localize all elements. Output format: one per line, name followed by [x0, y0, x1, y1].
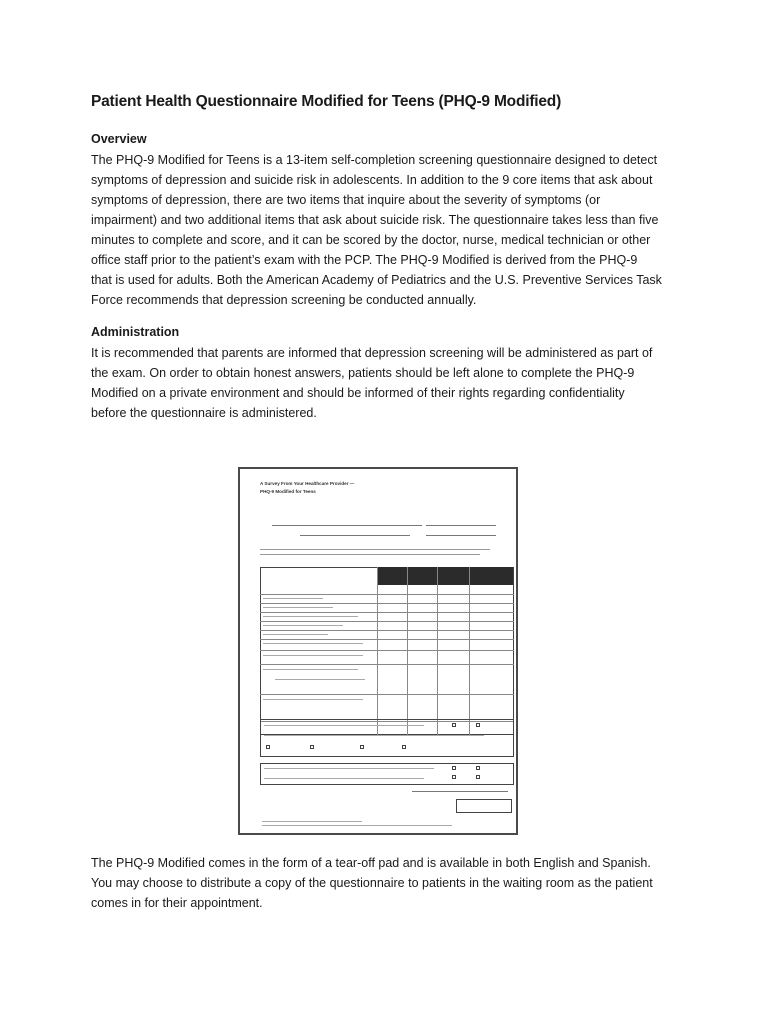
overview-line: symptoms of depression and suicide risk in adolescents. In addition to the 9 core items that ask about [91, 173, 653, 187]
overview-line: The PHQ-9 Modified for Teens is a 13-item self-completion screening questionnaire designed to detect [91, 153, 658, 167]
administration-line: before the questionnaire is administered. [91, 406, 317, 420]
administration-line: the exam. On order to obtain honest answers, patients should be left alone to complete the PHQ-9 [91, 366, 635, 380]
symptom-table [260, 567, 514, 735]
closing-paragraph [91, 853, 689, 913]
column-header [470, 567, 513, 585]
phq9-form-thumbnail [238, 467, 518, 835]
overview-line: minutes to complete and score, and it can be scored by the doctor, nurse, medical technician or other [91, 233, 651, 247]
overview-heading: Overview [91, 132, 147, 146]
thumbnail-title-line2: PHQ-9 Modified for Teens [260, 489, 316, 494]
name-line [272, 525, 422, 526]
instructions-line [260, 554, 480, 555]
overview-line: Force recommends that depression screening be conducted annually. [91, 293, 477, 307]
record-line [300, 535, 410, 536]
administration-paragraph [91, 343, 689, 423]
instructions-line [260, 549, 490, 550]
overview-paragraph [91, 150, 689, 310]
closing-line: You may choose to distribute a copy of the questionnaire to patients in the waiting room as the patient [91, 876, 653, 890]
overview-line: office staff prior to the patient’s exam with the PCP. The PHQ-9 Modified is derived from the PHQ-9 [91, 253, 638, 267]
page-title: Patient Health Questionnaire Modified for Teens (PHQ-9 Modified) [91, 93, 562, 110]
administration-heading: Administration [91, 325, 180, 339]
column-header [408, 567, 437, 585]
overview-line: symptoms of depression, there are two items that inquire about the severity of symptoms (or [91, 193, 601, 207]
closing-line: The PHQ-9 Modified comes in the form of a tear-off pad and is available in both English and Spanish. [91, 856, 651, 870]
administration-line: It is recommended that parents are informed that depression screening will be administered as part of [91, 346, 653, 360]
score-box [456, 799, 512, 813]
date-line [426, 535, 496, 536]
gender-line [426, 525, 496, 526]
thumbnail-title-line1: A Survey From Your Healthcare Provider — [260, 481, 355, 486]
overview-line: that is used for adults. Both the American Academy of Pediatrics and the U.S. Preventive Services Task [91, 273, 662, 287]
overview-line: impairment) and two additional items that ask about suicide risk. The questionnaire takes less than five [91, 213, 659, 227]
closing-line: comes in for their appointment. [91, 896, 263, 910]
column-header [378, 567, 407, 585]
administration-line: Modified on a private environment and should be informed of their rights regarding confidentiality [91, 386, 625, 400]
column-header [438, 567, 469, 585]
